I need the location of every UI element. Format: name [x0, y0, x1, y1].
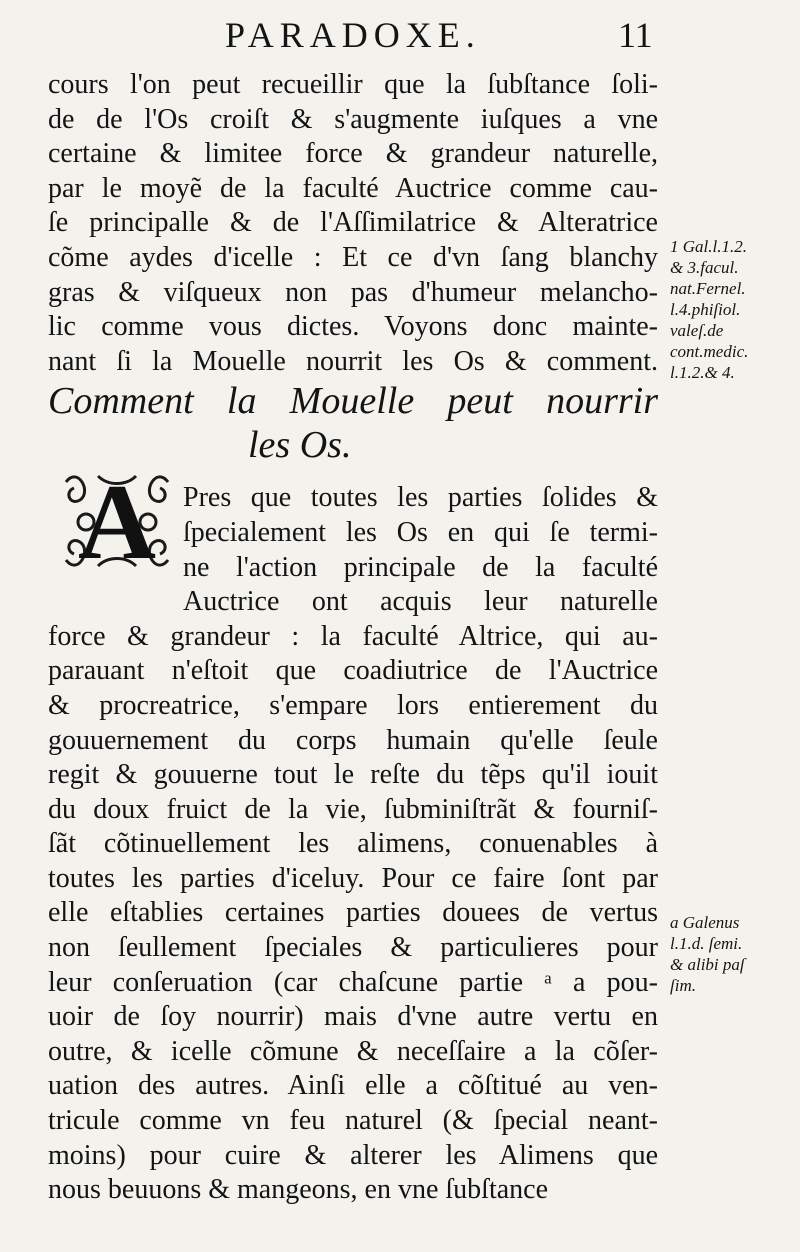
text-line: & procreatrice, s'empare lors entierement du	[48, 689, 658, 721]
margin-note-line: & 3.facul.	[670, 258, 739, 277]
text-line: moins) pour cuire & alterer les Alimens que	[48, 1139, 658, 1171]
text-line: toutes les parties d'iceluy. Pour ce faire ſont par	[48, 862, 658, 894]
margin-note-line: l.1.d. ſemi.	[670, 934, 743, 953]
running-head	[0, 14, 800, 58]
margin-note-line: a Galenus	[670, 913, 740, 932]
margin-note-line: 1 Gal.l.1.2.	[670, 237, 747, 256]
text-line: elle eſtablies certaines parties douees de vertus	[48, 897, 658, 929]
text-line: non ſeullement ſpeciales & particulieres pour	[48, 932, 658, 964]
margin-notes-upper	[670, 236, 795, 383]
text-line: de de l'Os croiſt & s'augmente iuſques a vne	[48, 103, 658, 135]
margin-note-line: nat.Fernel.	[670, 279, 746, 298]
running-title: PARADOXE.	[225, 15, 481, 55]
margin-note-line: valeſ.de	[670, 321, 724, 340]
margin-note-line: & alibi paſ	[670, 955, 745, 974]
text-line: gouuernement du corps humain qu'elle ſeule	[48, 724, 658, 756]
decorated-initial-a	[58, 462, 176, 580]
text-line: Auctrice ont acquis leur naturelle	[183, 586, 658, 618]
section-heading-continued: les Os.	[248, 424, 352, 467]
text-line: ſpecialement les Os en qui ſe termi-	[183, 516, 658, 548]
margin-note-line: l.4.phiſiol.	[670, 300, 741, 319]
text-line: ſãt cõtinuellement les alimens, conuenables à	[48, 828, 658, 860]
text-line: nant ſi la Mouelle nourrit les Os & comment.	[48, 345, 658, 377]
text-line: certaine & limitee force & grandeur naturelle,	[48, 138, 658, 170]
text-line: Pres que toutes les parties ſolides &	[183, 482, 658, 514]
text-line: tricule comme vn feu naturel (& ſpecial neant-	[48, 1105, 658, 1137]
text-line: lic comme vous dictes. Voyons donc mainte-	[48, 311, 658, 343]
text-line: force & grandeur : la faculté Altrice, qui au-	[48, 620, 658, 652]
text-line: regit & gouuerne tout le reſte du tẽps qu'il iouit	[48, 759, 658, 791]
margin-note-line: cont.medic.	[670, 342, 749, 361]
text-line: ne l'action principale de la faculté	[183, 551, 658, 583]
margin-note-line: ſim.	[670, 976, 696, 995]
text-line: uation des autres. Ainſi elle a cõſtitué au ven-	[48, 1070, 658, 1102]
text-line: par le moyẽ de la faculté Auctrice comme cau-	[48, 172, 658, 204]
text-line: gras & viſqueux non pas d'humeur melancho-	[48, 276, 658, 308]
text-line: leur conſeruation (car chaſcune partie ᵃ a pou-	[48, 966, 658, 998]
drop-cap-letter: A	[78, 463, 156, 580]
text-line: du doux fruict de la vie, ſubminiſtrãt & fourniſ-	[48, 793, 658, 825]
text-line: parauant n'eſtoit que coadiutrice de l'Auctrice	[48, 655, 658, 687]
main-text	[48, 68, 658, 1208]
text-line: cours l'on peut recueillir que la ſubſtance ſoli-	[48, 69, 658, 100]
text-line: nous beuuons & mangeons, en vne ſubſtance	[48, 1174, 549, 1206]
text-line: uoir de ſoy nourrir) mais d'vne autre vertu en	[48, 1001, 658, 1033]
section-heading: Comment la Mouelle peut nourrir	[48, 380, 658, 423]
text-line: cõme aydes d'icelle : Et ce d'vn ſang blanchy	[48, 241, 658, 273]
margin-notes-lower	[670, 912, 795, 996]
text-line: outre, & icelle cõmune & neceſſaire a la cõſer-	[48, 1035, 658, 1067]
page-number: 11	[618, 15, 653, 55]
margin-note-line: l.1.2.& 4.	[670, 363, 735, 382]
text-line: ſe principalle & de l'Aſſimilatrice & Alteratrice	[48, 207, 658, 239]
